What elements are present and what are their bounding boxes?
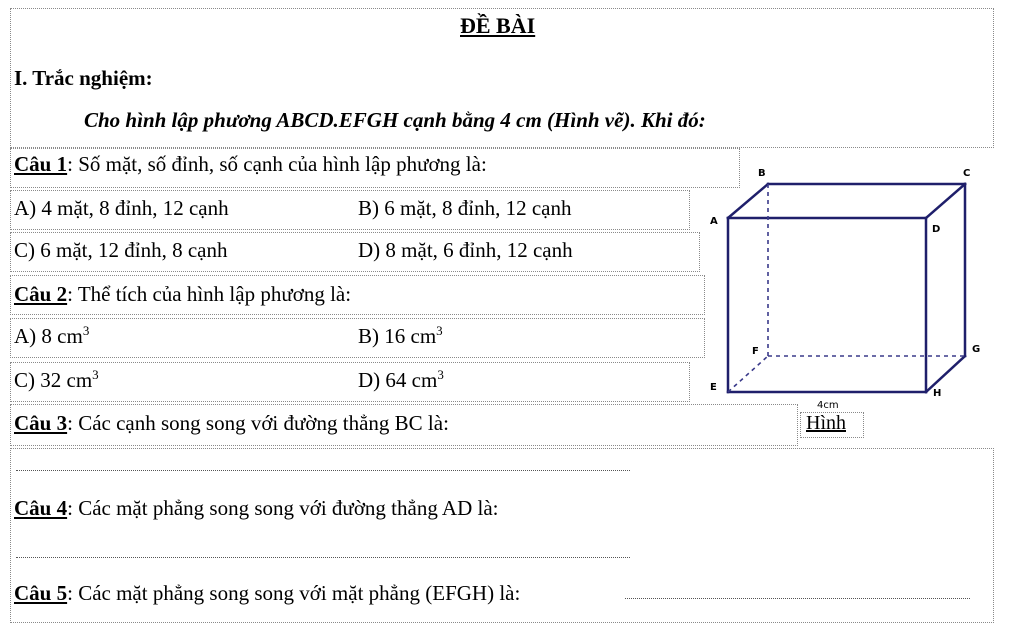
vertex-e: E [710,382,717,393]
edge-hg [926,356,965,392]
question-1-text: : Số mặt, số đỉnh, số cạnh của hình lập phương là: [67,152,487,176]
figure-caption: Hình [806,412,846,434]
edge-cd [926,184,965,218]
option-1d[interactable]: D) 8 mặt, 6 đỉnh, 12 cạnh [358,238,573,262]
option-2c[interactable]: C) 32 $cm^3$ [14,367,99,392]
vertex-b: B [758,168,766,179]
vertex-c: C [963,168,971,179]
edge-length-label: 4cm [817,400,839,411]
question-2 [14,282,351,306]
question-1 [14,152,487,176]
question-4 [14,496,499,520]
question-4-label: Câu 4 [14,496,68,520]
vertex-a: A [710,216,718,227]
cube-figure [700,160,1000,420]
edge-ab [728,184,768,218]
question-4-text: : Các mặt phẳng song song với đường thẳng AD là: [67,496,499,520]
vertex-h: H [933,388,942,399]
answer-line-4[interactable] [16,557,630,558]
answer-line-3[interactable] [16,470,630,471]
vertex-g: G [972,344,981,355]
page-title: ĐỀ BÀI [460,13,536,38]
question-5 [14,581,520,605]
answer-line-5[interactable] [625,598,970,599]
option-1c[interactable]: C) 6 mặt, 12 đỉnh, 8 cạnh [14,238,228,262]
option-1a[interactable]: A) 4 mặt, 8 đỉnh, 12 cạnh [14,196,229,220]
question-2-label: Câu 2 [14,282,68,306]
option-2a[interactable]: A) 8 $cm^3$ [14,323,90,348]
option-2b[interactable]: B) 16 $cm^3$ [358,323,443,348]
question-3-text: : Các cạnh song song với đường thẳng BC là: [67,411,449,435]
question-3-label: Câu 3 [14,411,68,435]
question-1-label: Câu 1 [14,152,68,176]
option-1b[interactable]: B) 6 mặt, 8 đỉnh, 12 cạnh [358,196,572,220]
question-5-label: Câu 5 [14,581,68,605]
edge-ef [728,356,768,392]
question-3 [14,411,449,435]
question-2-row-2-box [10,362,690,402]
intro-text: Cho hình lập phương ABCD.EFGH cạnh bằng 4 cm (Hình vẽ). Khi đó: [84,108,706,132]
vertex-d: D [932,224,941,235]
section-heading: I. Trắc nghiệm: [14,66,153,90]
vertex-f: F [752,346,759,357]
question-5-text: : Các mặt phẳng song song với mặt phẳng (EFGH) là: [67,581,521,605]
question-2-text: : Thể tích của hình lập phương là: [67,282,352,306]
option-2d[interactable]: D) 64 $cm^3$ [358,367,444,392]
